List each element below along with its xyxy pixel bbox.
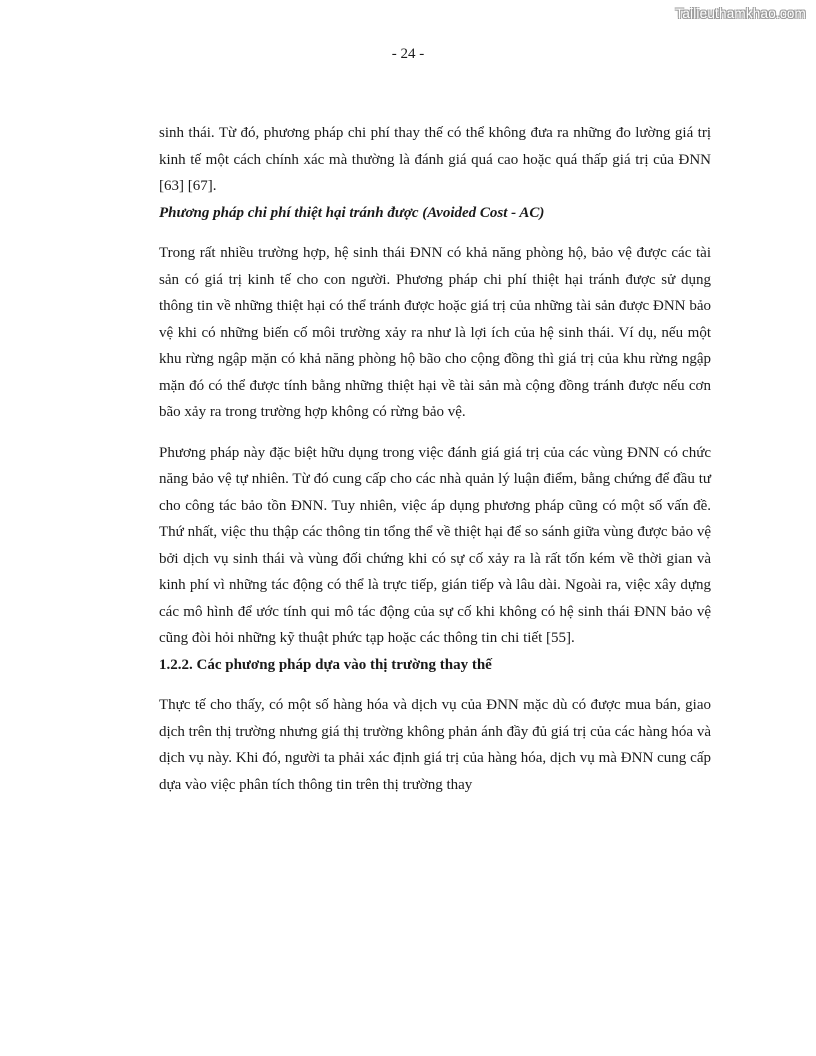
section-heading-avoided-cost: Phương pháp chi phí thiệt hại tránh được (Avoided Cost - AC)	[159, 204, 545, 221]
paragraph-avoided-cost-intro: Trong rất nhiều trường hợp, hệ sinh thái ĐNN có khả năng phòng hộ, bảo vệ được các tài sản có giá trị kinh tế cho con người. Phương pháp chi phí thiệt hại tránh được sử dụng thông tin về những thiệt hại có thể tránh được hoặc giá trị của những tài sản được ĐNN bảo vệ khi có những biến cố môi trường xảy ra như là lợi ích của hệ sinh thái. Ví dụ, nếu một khu rừng ngập mặn có khả năng phòng hộ bão cho cộng đồng thì giá trị của khu rừng ngập mặn đó có thể được tính bằng những thiệt hại về tài sản mà cộng đồng tránh được nếu cơn bão xảy ra trong trường hợp không có rừng bảo vệ.	[159, 245, 711, 420]
section-heading-1-2-2: 1.2.2. Các phương pháp dựa vào thị trường thay thế	[159, 656, 492, 673]
paragraph-surrogate-market: Thực tế cho thấy, có một số hàng hóa và dịch vụ của ĐNN mặc dù có được mua bán, giao dịch trên thị trường nhưng giá thị trường không phản ánh đầy đủ giá trị của các hàng hóa và dịch vụ này. Khi đó, người ta phải xác định giá trị của hàng hóa, dịch vụ mà ĐNN cung cấp dựa vào việc phân tích thông tin trên thị trường thay	[159, 697, 711, 793]
paragraph-avoided-cost-evaluation: Phương pháp này đặc biệt hữu dụng trong việc đánh giá giá trị của các vùng ĐNN có chức năng bảo vệ tự nhiên. Từ đó cung cấp cho các nhà quản lý luận điểm, bằng chứng để đầu tư cho công tác bảo tồn ĐNN. Tuy nhiên, việc áp dụng phương pháp cũng có một số vấn đề. Thứ nhất, việc thu thập các thông tin tổng thể về thiệt hại để so sánh giữa vùng được bảo vệ bởi dịch vụ sinh thái và vùng đối chứng khi có sự cố xảy ra là rất tốn kém về thời gian và kinh phí vì những tác động có thể là trực tiếp, gián tiếp và lâu dài. Ngoài ra, việc xây dựng các mô hình để ước tính qui mô tác động của sự cố khi không có hệ sinh thái ĐNN bảo vệ cũng đòi hỏi những kỹ thuật phức tạp hoặc các thông tin chi tiết [55].	[159, 444, 711, 646]
document-body	[159, 120, 711, 798]
page-number: - 24 -	[391, 46, 425, 62]
paragraph-continuation: sinh thái. Từ đó, phương pháp chi phí thay thế có thể không đưa ra những đo lường giá trị kinh tế một cách chính xác mà thường là đánh giá quá cao hoặc quá thấp giá trị của ĐNN [63] [67].	[159, 125, 711, 194]
watermark: Tailieuthamkhao.com	[675, 6, 806, 21]
